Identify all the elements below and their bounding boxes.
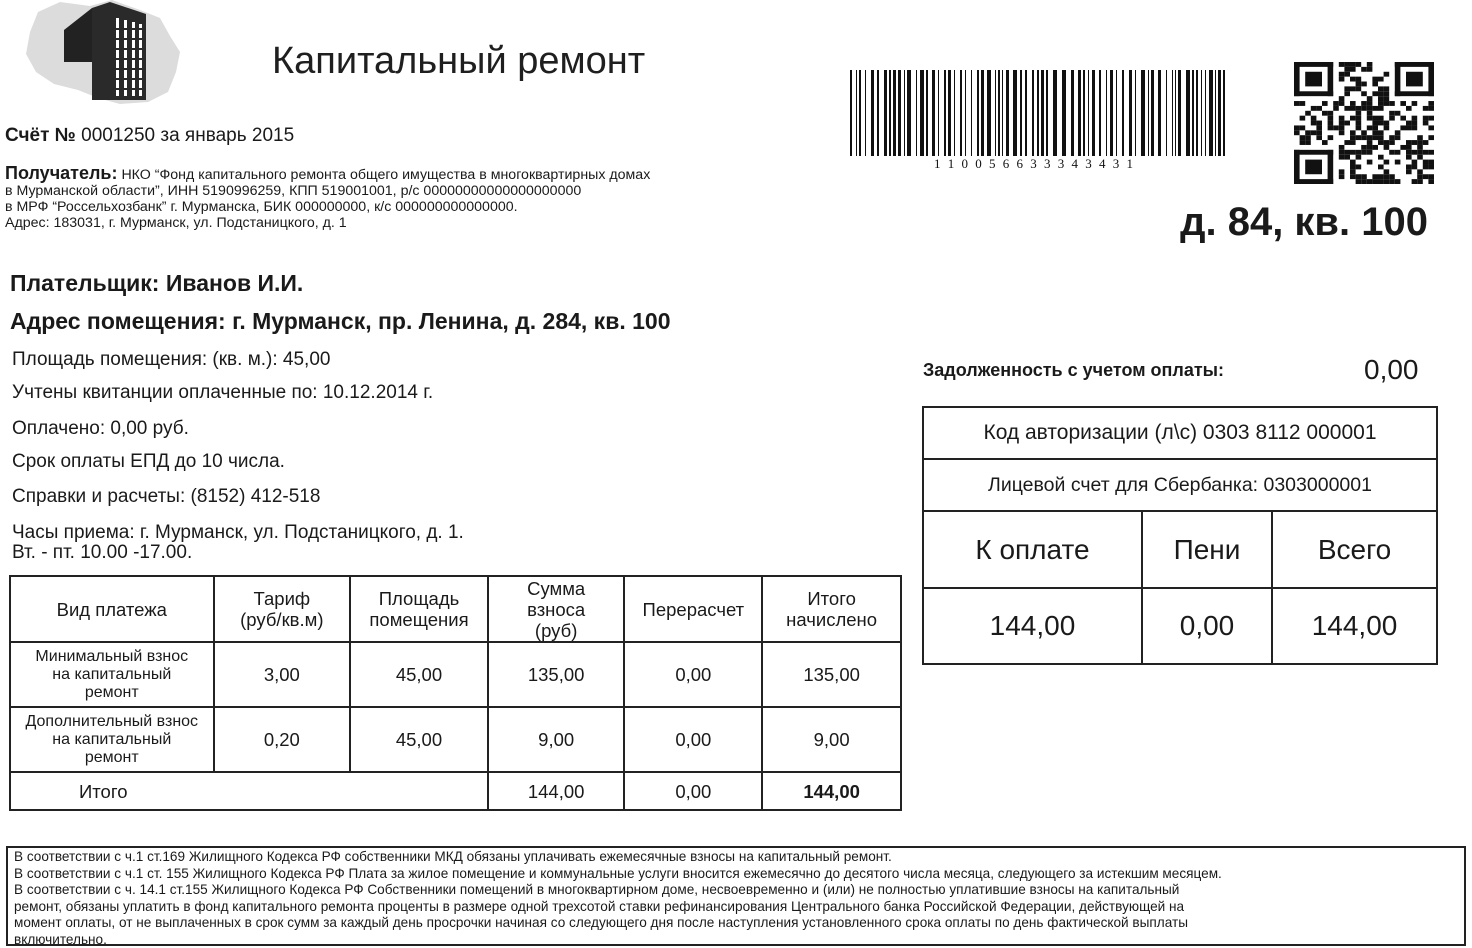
invoice-text: 0001250 за январь 2015 — [81, 125, 295, 146]
recalc-cell: 0,00 — [624, 772, 762, 810]
total-cell: 135,00 — [762, 642, 901, 707]
summary-table — [924, 512, 1436, 663]
total-cell: 9,00 — [762, 707, 901, 772]
total-label: Итого — [10, 772, 488, 810]
legal-line: момент оплаты, от не выплаченных в срок сумм за каждый день просрочки начиная со следующего дня после наступления установленного срока оплаты по день фактической выплаты — [14, 915, 1188, 931]
payment-summary-box — [922, 406, 1438, 665]
recalc-cell: 0,00 — [624, 707, 762, 772]
recipient-line: Адрес: 183031, г. Мурманск, ул. Подстаницкого, д. 1 — [5, 215, 347, 231]
apartment-label: д. 84, кв. 100 — [1180, 200, 1428, 244]
column-header: Перерасчет — [624, 576, 762, 642]
qr-code-icon — [1294, 62, 1434, 184]
debt-label: Задолженность с учетом оплаты: — [923, 360, 1225, 380]
premises-address: Адрес помещения: г. Мурманск, пр. Ленина, д. 284, кв. 100 — [10, 308, 671, 334]
paid-amount: Оплачено: 0,00 руб. — [12, 418, 189, 439]
receipts-accounted: Учтены квитанции оплаченные по: 10.12.2014 г. — [12, 382, 434, 403]
recipient-line: в МРФ “Россельхозбанк” г. Мурманска, БИК 000000000, к/с 000000000000000. — [5, 199, 518, 215]
total-row — [10, 772, 901, 810]
premises-area: Площадь помещения: (кв. м.): 45,00 — [12, 349, 331, 370]
sberbank-account: Лицевой счет для Сбербанка: 0303000001 — [924, 460, 1436, 512]
column-header: Итого начислено — [762, 576, 901, 642]
table-row — [10, 642, 901, 707]
debt-value: 0,00 — [1364, 354, 1419, 385]
recipient-label: Получатель: — [5, 163, 118, 183]
recipient-line: НКО “Фонд капитального ремонта общего имущества в многоквартирных домах — [121, 167, 651, 183]
area-cell: 45,00 — [350, 642, 488, 707]
recipient-line: в Мурманской области”, ИНН 5190996259, КПП 519001001, р/с 00000000000000000000 — [5, 183, 582, 199]
legal-line: В соответствии с ч.1 ст. 155 Жилищного Кодекса РФ Плата за жилое помещение и коммунальные услуги вносится ежемесячно до десятого числа месяца, следующего за истекшим месяцем. — [14, 865, 1222, 881]
barcode-icon — [848, 70, 1230, 174]
column-header: Вид платежа — [10, 576, 214, 642]
summary-header: К оплате — [975, 533, 1090, 565]
payer-name: Плательщик: Иванов И.И. — [10, 270, 304, 296]
tariff-cell: 3,00 — [214, 642, 351, 707]
table-row — [10, 707, 901, 772]
invoice-label: Счёт № — [5, 125, 76, 146]
reception-hours — [12, 523, 464, 563]
legal-line: В соответствии с ч.1 ст.169 Жилищного Кодекса РФ собственники МКД обязаны уплачивать ежемесячные взносы на капитальный ремонт. — [14, 849, 892, 864]
payment-deadline: Срок оплаты ЕПД до 10 числа. — [12, 451, 285, 472]
sum-cell: 9,00 — [488, 707, 625, 772]
column-header: Сумма взноса (руб) — [488, 576, 625, 642]
charges-table — [9, 575, 902, 811]
legal-line: ремонт, обязаны уплатить в фонд капитального ремонта проценты в размере одной трехсотой ставки рефинансирования Центрального банка Российской Федерации, действующей на — [14, 898, 1185, 914]
summary-value: 0,00 — [1142, 588, 1272, 663]
recipient-block — [5, 165, 805, 231]
summary-value: 144,00 — [1272, 588, 1436, 663]
summary-header: Пени — [1142, 512, 1272, 588]
legal-line: включительно. — [14, 931, 107, 946]
summary-header: Всего — [1272, 512, 1436, 588]
payment-type: Минимальный взнос на капитальный ремонт — [10, 642, 214, 707]
building-logo-icon — [20, 0, 190, 108]
column-header: Площадь помещения — [350, 576, 488, 642]
reception-hours-line: Часы приема: г. Мурманск, ул. Подстаницкого, д. 1. — [12, 522, 464, 543]
legal-line: В соответствии с ч. 14.1 ст.155 Жилищного Кодекса РФ Собственники помещений в многоквартирном доме, несвоевременно и (или) не полностью уплатившие взносы на капитальный — [14, 882, 1180, 898]
tariff-cell: 0,20 — [214, 707, 351, 772]
inquiries-phone: Справки и расчеты: (8152) 412-518 — [12, 486, 321, 507]
barcode-digits: 1 1 0 0 5 6 6 3 3 3 4 3 4 3 1 — [934, 156, 1135, 171]
column-header: Тариф (руб/кв.м) — [214, 576, 351, 642]
invoice-number — [5, 125, 294, 147]
recalc-cell: 0,00 — [624, 642, 762, 707]
document-title: Капитальный ремонт — [272, 40, 646, 82]
authorization-code: Код авторизации (л\с) 0303 8112 000001 — [924, 408, 1436, 460]
reception-hours-line: Вт. - пт. 10.00 -17.00. — [12, 542, 193, 563]
sum-cell: 144,00 — [488, 772, 625, 810]
area-cell: 45,00 — [350, 707, 488, 772]
legal-notice — [6, 846, 1466, 946]
summary-value: 144,00 — [924, 588, 1142, 663]
grand-total-cell: 144,00 — [762, 772, 901, 810]
payment-type: Дополнительный взнос на капитальный ремонт — [10, 707, 214, 772]
sum-cell: 135,00 — [488, 642, 625, 707]
